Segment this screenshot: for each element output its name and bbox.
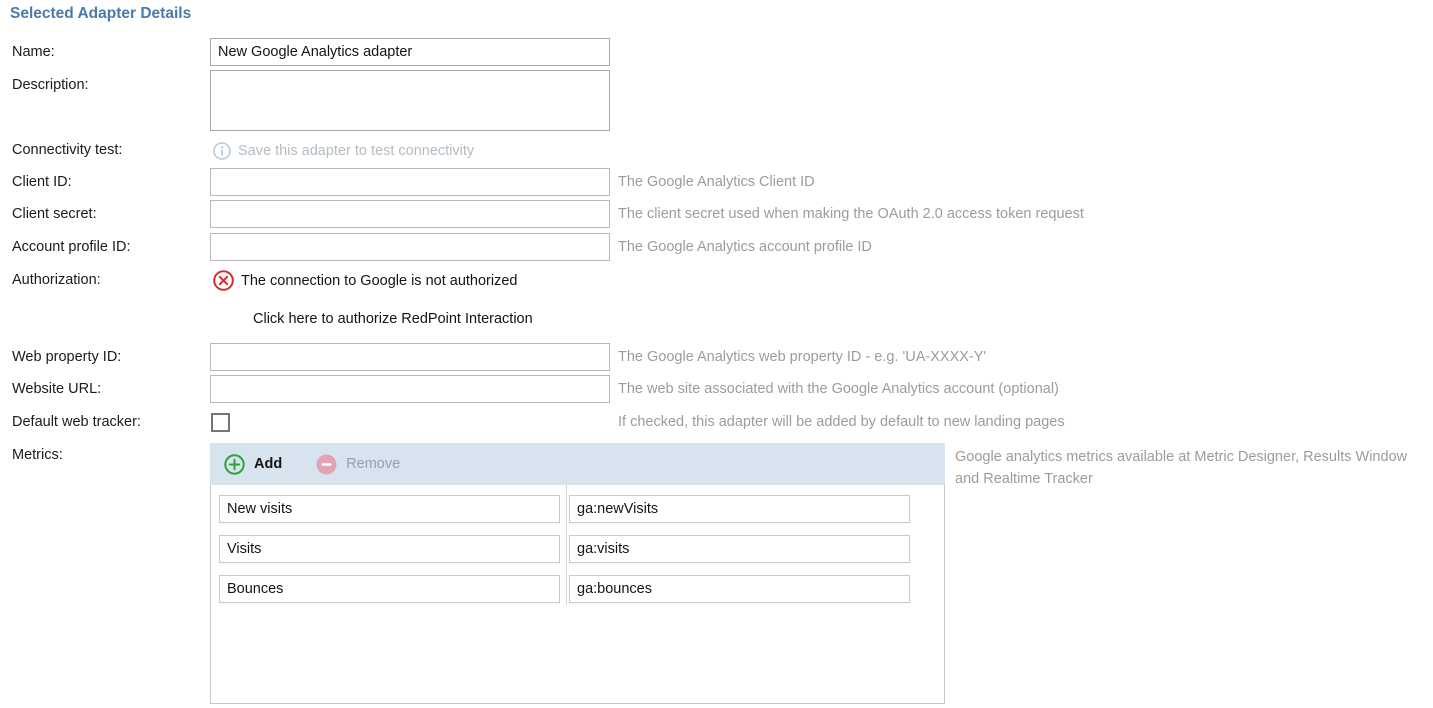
description-label: Description: <box>12 77 89 93</box>
website-url-input[interactable] <box>210 375 610 403</box>
column-divider <box>566 485 567 525</box>
metrics-toolbar <box>210 443 945 485</box>
metrics-hint: Google analytics metrics available at Metric Designer, Results Window and Realtime Tracker <box>955 449 1408 487</box>
connectivity-test-message: Save this adapter to test connectivity <box>238 143 475 159</box>
metric-row <box>211 485 944 525</box>
account-profile-id-label: Account profile ID: <box>12 239 131 255</box>
default-web-tracker-hint: If checked, this adapter will be added by default to new landing pages <box>618 414 1065 430</box>
name-input[interactable] <box>210 38 610 66</box>
client-id-label: Client ID: <box>12 174 72 190</box>
column-divider <box>566 525 567 565</box>
website-url-label: Website URL: <box>12 381 102 397</box>
website-url-hint: The web site associated with the Google Analytics account (optional) <box>618 381 1059 397</box>
authorize-link[interactable]: Click here to authorize RedPoint Interaction <box>253 311 533 327</box>
connectivity-test-label: Connectivity test: <box>12 142 123 158</box>
column-divider <box>566 565 567 605</box>
metric-id-input[interactable] <box>569 575 910 603</box>
metrics-table <box>210 485 945 704</box>
metric-id-input[interactable] <box>569 495 910 523</box>
metrics-grid <box>210 443 945 704</box>
client-id-hint: The Google Analytics Client ID <box>618 174 815 190</box>
add-icon <box>224 454 245 475</box>
name-label: Name: <box>12 44 55 60</box>
web-property-id-hint: The Google Analytics web property ID - e.g. 'UA-XXXX-Y' <box>618 349 987 365</box>
info-icon <box>213 142 231 165</box>
remove-metric-button[interactable] <box>316 454 400 475</box>
web-property-id-label: Web property ID: <box>12 349 122 365</box>
client-secret-input[interactable] <box>210 200 610 228</box>
metric-name-input[interactable] <box>219 535 560 563</box>
account-profile-id-input[interactable] <box>210 233 610 261</box>
default-web-tracker-checkbox[interactable] <box>211 413 230 432</box>
authorization-label: Authorization: <box>12 272 101 288</box>
client-secret-label: Client secret: <box>12 206 97 222</box>
remove-button-label: Remove <box>346 456 401 472</box>
metric-row <box>211 525 944 565</box>
add-button-label: Add <box>254 456 283 472</box>
metric-name-input[interactable] <box>219 495 560 523</box>
client-secret-hint: The client secret used when making the OAuth 2.0 access token request <box>618 206 1084 222</box>
web-property-id-input[interactable] <box>210 343 610 371</box>
account-profile-id-hint: The Google Analytics account profile ID <box>618 239 872 255</box>
client-id-input[interactable] <box>210 168 610 196</box>
remove-icon <box>316 454 337 475</box>
metric-id-input[interactable] <box>569 535 910 563</box>
description-input[interactable] <box>210 70 610 131</box>
default-web-tracker-label: Default web tracker: <box>12 414 141 430</box>
metric-row <box>211 565 944 605</box>
metric-name-input[interactable] <box>219 575 560 603</box>
authorization-status: The connection to Google is not authorized <box>241 273 518 289</box>
page-title: Selected Adapter Details <box>10 5 192 22</box>
metrics-label: Metrics: <box>12 447 63 463</box>
add-metric-button[interactable] <box>224 454 282 475</box>
error-icon <box>213 270 234 296</box>
